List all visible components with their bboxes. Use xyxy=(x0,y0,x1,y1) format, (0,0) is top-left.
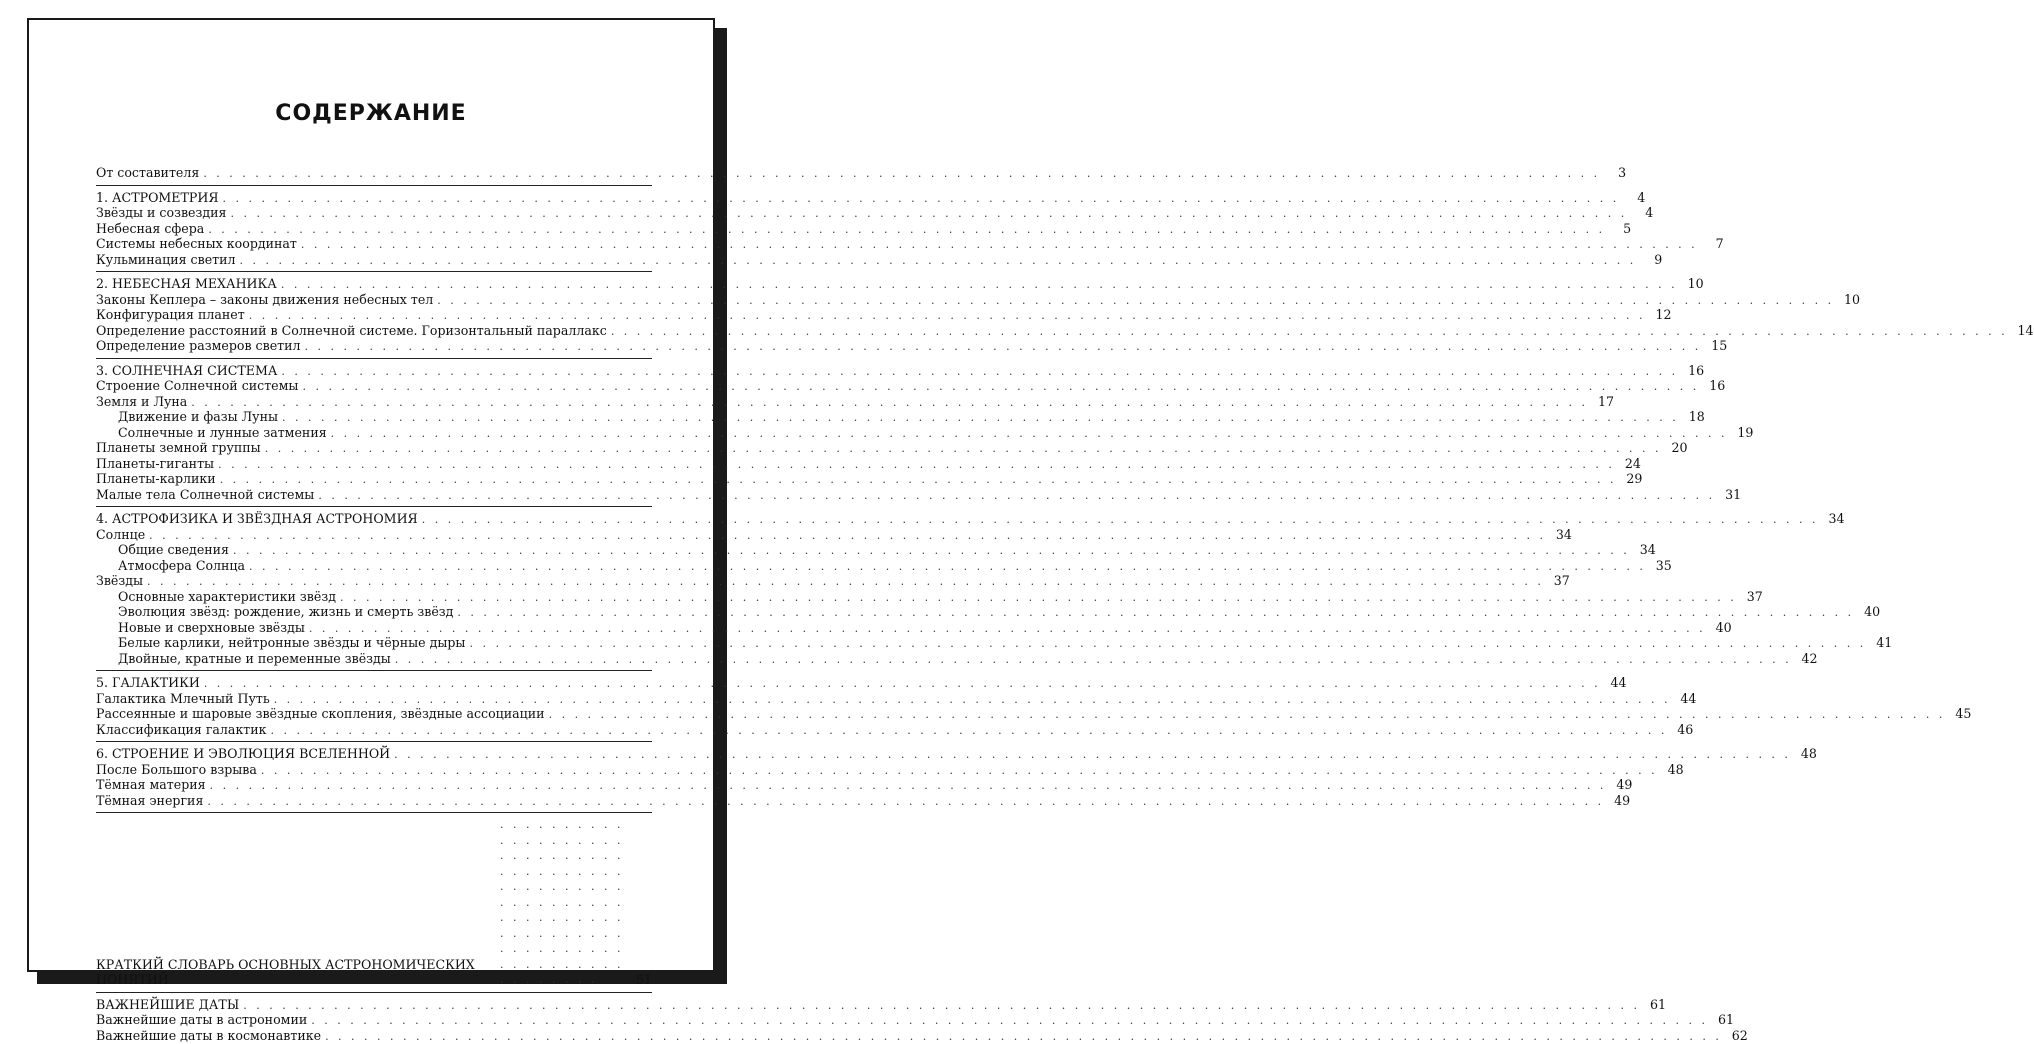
toc-page-number: 41 xyxy=(1870,635,1892,651)
toc-page-number: 37 xyxy=(1741,589,1763,605)
dot-leader xyxy=(302,379,1699,395)
dot-leader xyxy=(223,191,1620,207)
toc-page-number: 4 xyxy=(1631,205,1653,221)
dot-leader xyxy=(422,512,1819,528)
dot-leader xyxy=(249,308,1646,324)
toc-page-number: 10 xyxy=(1682,276,1704,292)
toc-page-number: 34 xyxy=(1634,542,1656,558)
toc-row[interactable] xyxy=(96,205,652,221)
toc-entry-label: От составителя xyxy=(96,165,199,181)
toc-row[interactable] xyxy=(96,777,652,793)
dot-leader xyxy=(469,636,1866,652)
toc-page-number: 14 xyxy=(2012,323,2034,339)
dot-leader xyxy=(282,410,1679,426)
toc-entry-label: Солнечные и лунные затмения xyxy=(96,425,327,441)
toc-page-number: 16 xyxy=(1703,378,1725,394)
toc-row[interactable] xyxy=(96,440,652,456)
toc-page-number: 3 xyxy=(1604,165,1626,181)
toc-row-sub[interactable] xyxy=(96,620,652,636)
dot-leader xyxy=(191,395,1588,411)
toc-row[interactable] xyxy=(96,456,652,472)
toc-row[interactable] xyxy=(96,1012,652,1028)
toc-page-number: 40 xyxy=(1710,620,1732,636)
toc-entry-label: 5. ГАЛАКТИКИ xyxy=(96,675,200,691)
toc-row-sub[interactable] xyxy=(96,635,652,651)
dot-leader xyxy=(147,574,1544,590)
toc-row[interactable] xyxy=(96,793,652,809)
toc-entry-label: 6. СТРОЕНИЕ И ЭВОЛЮЦИЯ ВСЕЛЕННОЙ xyxy=(96,746,390,762)
toc-entry-label: Планеты-гиганты xyxy=(96,456,214,472)
dot-leader xyxy=(218,457,1615,473)
toc-page-number: 49 xyxy=(1610,777,1632,793)
toc-row[interactable] xyxy=(96,573,652,589)
toc-row-sub[interactable] xyxy=(96,409,652,425)
toc-row-sub[interactable] xyxy=(96,589,652,605)
toc-row[interactable] xyxy=(96,1028,652,1044)
dot-leader xyxy=(249,559,1646,575)
toc-row[interactable] xyxy=(96,338,652,354)
toc-page-number: 34 xyxy=(1550,527,1572,543)
toc-entry-label: Тёмная энергия xyxy=(96,793,203,809)
toc-row-heading[interactable] xyxy=(96,276,652,292)
toc-page-number: 40 xyxy=(1858,604,1880,620)
dot-leader xyxy=(230,206,1627,222)
section-divider xyxy=(96,185,652,186)
toc-entry-label: Новые и сверхновые звёзды xyxy=(96,620,305,636)
glossary-line-2: ПОНЯТИЙ xyxy=(96,972,496,988)
toc-row[interactable] xyxy=(96,292,652,308)
dot-leader xyxy=(340,590,1737,606)
toc-page-number: 18 xyxy=(1683,409,1705,425)
toc-page-number: 48 xyxy=(1662,762,1684,778)
toc-page-number: 37 xyxy=(1548,573,1570,589)
toc-row-heading[interactable] xyxy=(96,997,652,1013)
dot-leader xyxy=(437,293,1834,309)
toc-entry-label: Конфигурация планет xyxy=(96,307,245,323)
toc-entry-label: Малые тела Солнечной системы xyxy=(96,487,314,503)
toc-page-number: 12 xyxy=(1649,307,1671,323)
dot-leader xyxy=(203,166,1600,182)
toc-page-number: 7 xyxy=(1702,236,1724,252)
dot-leader xyxy=(207,794,1604,810)
toc-row[interactable] xyxy=(96,394,652,410)
dot-leader xyxy=(318,488,1715,504)
toc-entry-label: Планеты земной группы xyxy=(96,440,261,456)
toc-page-number: 44 xyxy=(1674,691,1696,707)
toc-entry-label: Классификация галактик xyxy=(96,722,267,738)
toc-page-number: 62 xyxy=(1726,1028,1748,1044)
toc-entry-label xyxy=(96,957,496,988)
dot-leader xyxy=(305,339,1702,355)
toc-page-number: 61 xyxy=(1712,1012,1734,1028)
toc-page-number: 61 xyxy=(1644,997,1666,1013)
toc-row-heading[interactable] xyxy=(96,746,652,762)
toc-row-sub[interactable] xyxy=(96,558,652,574)
toc-page-number: 9 xyxy=(1640,252,1662,268)
toc-entry-label: Солнце xyxy=(96,527,145,543)
toc-row[interactable] xyxy=(96,706,652,722)
toc-entry-label: Общие сведения xyxy=(96,542,229,558)
dot-leader xyxy=(611,324,2008,340)
document-page xyxy=(27,18,715,972)
toc-page-number: 46 xyxy=(1671,722,1693,738)
dot-leader xyxy=(281,364,1678,380)
toc-entry-label: Кульминация светил xyxy=(96,252,236,268)
section-divider xyxy=(96,992,652,993)
section-divider xyxy=(96,506,652,507)
dot-leader xyxy=(394,747,1791,763)
toc-entry-label: Эволюция звёзд: рождение, жизнь и смерть звёзд xyxy=(96,604,453,620)
dot-leader xyxy=(500,817,626,988)
dot-leader xyxy=(220,472,1617,488)
toc-entry-label: 4. АСТРОФИЗИКА И ЗВЁЗДНАЯ АСТРОНОМИЯ xyxy=(96,511,418,527)
toc-entry-label: 3. СОЛНЕЧНАЯ СИСТЕМА xyxy=(96,363,277,379)
toc-row[interactable] xyxy=(96,252,652,268)
toc-page-number: 15 xyxy=(1705,338,1727,354)
toc-entry-label: Законы Кеплера – законы движения небесных тел xyxy=(96,292,433,308)
toc-entry-label: Важнейшие даты в астрономии xyxy=(96,1012,307,1028)
toc-page-number: 44 xyxy=(1605,675,1627,691)
section-divider xyxy=(96,812,652,813)
toc-entry-label: Определение размеров светил xyxy=(96,338,301,354)
dot-leader xyxy=(208,222,1605,238)
toc-entry-label: Строение Солнечной системы xyxy=(96,378,298,394)
toc-row[interactable] xyxy=(96,487,652,503)
toc-entry-label: Атмосфера Солнца xyxy=(96,558,245,574)
dot-leader xyxy=(309,621,1706,637)
dot-leader xyxy=(265,441,1662,457)
toc-row[interactable] xyxy=(96,722,652,738)
toc-entry-label: ВАЖНЕЙШИЕ ДАТЫ xyxy=(96,997,239,1013)
dot-leader xyxy=(204,676,1601,692)
toc-page-number: 34 xyxy=(1823,511,1845,527)
toc-sections xyxy=(96,190,652,814)
toc-row[interactable] xyxy=(96,527,652,543)
toc-entry-label: 1. АСТРОМЕТРИЯ xyxy=(96,190,219,206)
toc-row[interactable] xyxy=(96,307,652,323)
toc-page-number: 4 xyxy=(1623,190,1645,206)
toc-page-number: 29 xyxy=(1620,471,1642,487)
toc-entry-label: Тёмная материя xyxy=(96,777,206,793)
toc-page-number: 31 xyxy=(1719,487,1741,503)
toc-entry-label: Основные характеристики звёзд xyxy=(96,589,336,605)
toc-row-sub[interactable] xyxy=(96,425,652,441)
toc-row[interactable] xyxy=(96,691,652,707)
toc-entry-label: Рассеянные и шаровые звёздные скопления, звёздные ассоциации xyxy=(96,706,545,722)
toc-page-number: 51 xyxy=(630,972,652,988)
toc-entry-label: Звёзды xyxy=(96,573,143,589)
toc-entry-label: 2. НЕБЕСНАЯ МЕХАНИКА xyxy=(96,276,277,292)
toc-entry-label: Планеты-карлики xyxy=(96,471,216,487)
toc-entry-label: Галактика Млечный Путь xyxy=(96,691,270,707)
toc-row[interactable] xyxy=(96,378,652,394)
toc-row-heading[interactable] xyxy=(96,511,652,527)
section-divider xyxy=(96,358,652,359)
toc-row-sub[interactable] xyxy=(96,651,652,667)
toc-row-heading[interactable] xyxy=(96,363,652,379)
toc-entry-label: Важнейшие даты в космонавтике xyxy=(96,1028,321,1044)
section-divider xyxy=(96,271,652,272)
toc-row-heading[interactable] xyxy=(96,190,652,206)
toc-page-number: 35 xyxy=(1650,558,1672,574)
toc-row[interactable] xyxy=(96,323,652,339)
toc-entry-label: Движение и фазы Луны xyxy=(96,409,278,425)
dot-leader xyxy=(549,707,1946,723)
toc-page-number: 17 xyxy=(1592,394,1614,410)
toc-row[interactable] xyxy=(96,221,652,237)
toc-row-sub[interactable] xyxy=(96,604,652,620)
dot-leader xyxy=(243,998,1640,1014)
dot-leader xyxy=(395,652,1792,668)
toc-page-number: 48 xyxy=(1795,746,1817,762)
toc-entry-label: Небесная сфера xyxy=(96,221,204,237)
dot-leader xyxy=(325,1029,1722,1044)
dot-leader xyxy=(210,778,1607,794)
toc-row[interactable] xyxy=(96,762,652,778)
toc-page-number: 16 xyxy=(1682,363,1704,379)
toc-row[interactable] xyxy=(96,236,652,252)
toc-page-number: 49 xyxy=(1608,793,1630,809)
dot-leader xyxy=(271,723,1668,739)
toc-entry-label: Системы небесных координат xyxy=(96,236,297,252)
dot-leader xyxy=(261,763,1658,779)
dot-leader xyxy=(240,253,1637,269)
toc-entry-label: Двойные, кратные и переменные звёзды xyxy=(96,651,391,667)
dot-leader xyxy=(233,543,1630,559)
toc-page-number: 45 xyxy=(1949,706,1971,722)
toc-row-glossary[interactable] xyxy=(96,817,652,988)
dot-leader xyxy=(274,692,1671,708)
toc-page-number: 19 xyxy=(1731,425,1753,441)
dot-leader xyxy=(281,277,1678,293)
dot-leader xyxy=(311,1013,1708,1029)
toc-page-number: 5 xyxy=(1609,221,1631,237)
toc-entry-label: Земля и Луна xyxy=(96,394,187,410)
page-title: СОДЕРЖАНИЕ xyxy=(29,101,713,126)
table-of-contents xyxy=(96,165,652,1043)
dot-leader xyxy=(149,528,1546,544)
toc-entry-label: Звёзды и созвездия xyxy=(96,205,226,221)
section-divider xyxy=(96,741,652,742)
toc-row[interactable] xyxy=(96,471,652,487)
glossary-line-1: КРАТКИЙ СЛОВАРЬ ОСНОВНЫХ АСТРОНОМИЧЕСКИХ xyxy=(96,957,496,973)
toc-page-number: 24 xyxy=(1619,456,1641,472)
dot-leader xyxy=(457,605,1854,621)
dot-leader xyxy=(301,237,1698,253)
section-divider xyxy=(96,670,652,671)
toc-page-number: 10 xyxy=(1838,292,1860,308)
toc-entry-label: Определение расстояний в Солнечной системе. Горизонтальный параллакс xyxy=(96,323,607,339)
dot-leader xyxy=(331,426,1728,442)
toc-entry-label: После Большого взрыва xyxy=(96,762,257,778)
toc-row-sub[interactable] xyxy=(96,542,652,558)
toc-row-heading[interactable] xyxy=(96,675,652,691)
toc-page-number: 42 xyxy=(1796,651,1818,667)
toc-entry-label: Белые карлики, нейтронные звёзды и чёрные дыры xyxy=(96,635,465,651)
toc-page-number: 20 xyxy=(1665,440,1687,456)
toc-row-intro[interactable] xyxy=(96,165,652,181)
